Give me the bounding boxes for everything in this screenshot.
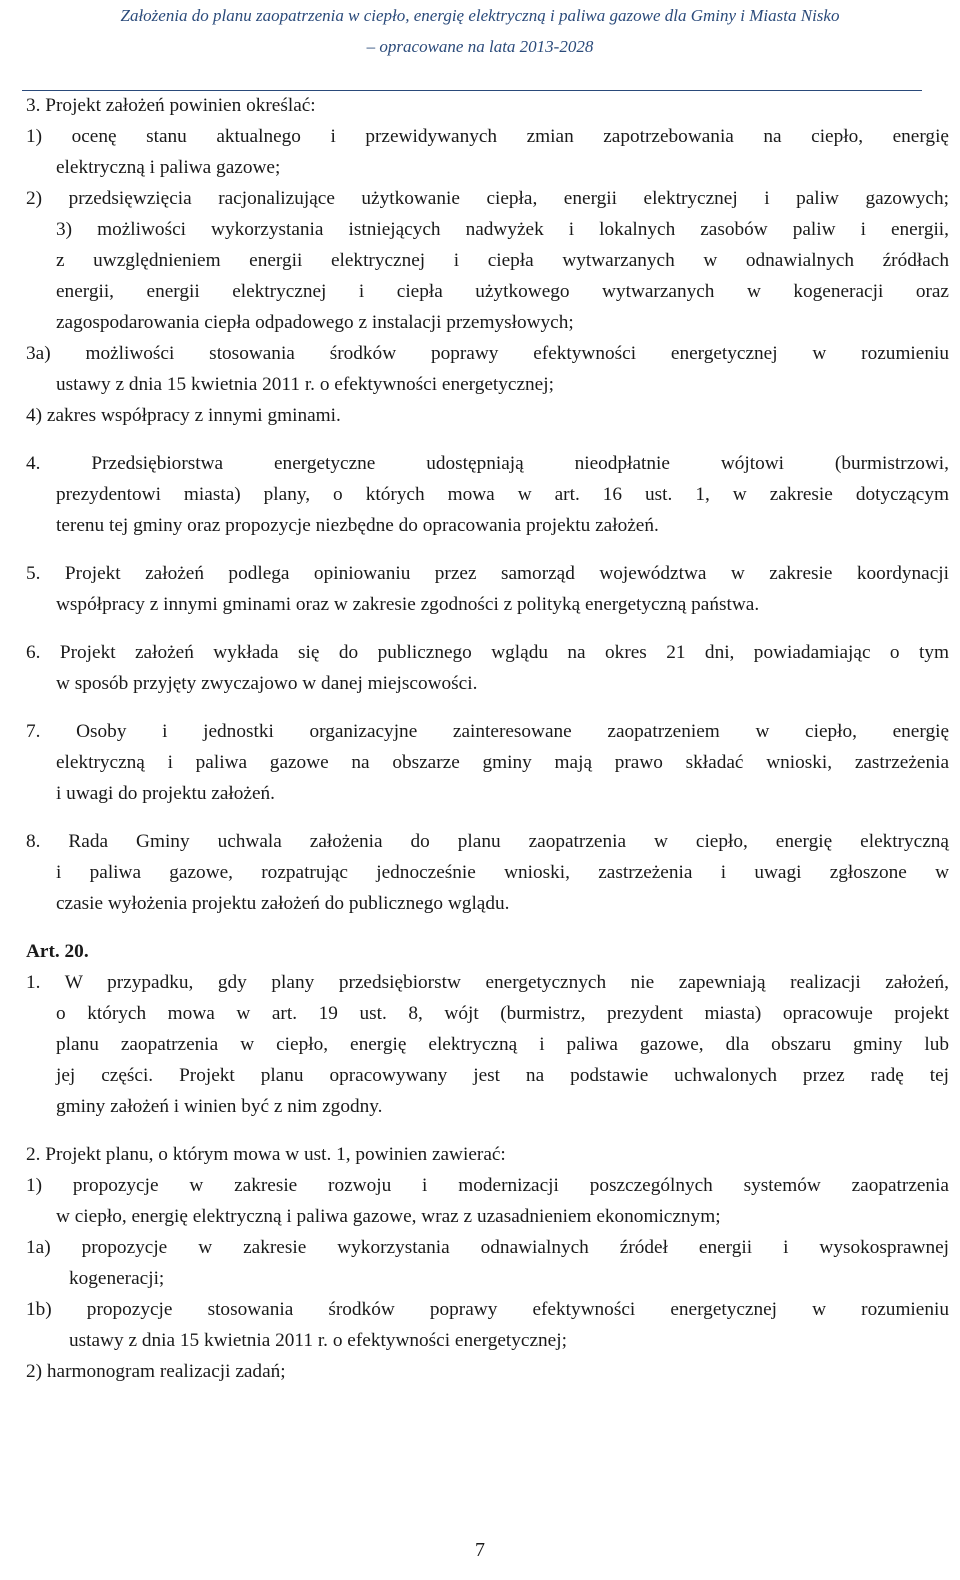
text-line: 3. Projekt założeń powinien określać: <box>26 95 316 116</box>
text-line: planu zaopatrzenia w ciepło, energię elektryczną i paliwa gazowe, dla obszaru gminy lub <box>56 1034 949 1055</box>
text-line: 1) ocenę stanu aktualnego i przewidywanych zmian zapotrzebowania na ciepło, energię <box>26 126 949 147</box>
text-line: 3a) możliwości stosowania środków poprawy efektywności energetycznej w rozumieniu <box>26 343 949 364</box>
text-line: i paliwa gazowe, rozpatrując jednocześnie wnioski, zastrzeżenia i uwagi zgłoszone w <box>56 862 949 883</box>
text-line: czasie wyłożenia projektu założeń do publicznego wglądu. <box>56 893 510 914</box>
page-number: 7 <box>475 1539 485 1561</box>
text-line: ustawy z dnia 15 kwietnia 2011 r. o efektywności energetycznej; <box>69 1330 567 1351</box>
text-line: 1b) propozycje stosowania środków poprawy efektywności energetycznej w rozumieniu <box>26 1299 949 1320</box>
text-line: w ciepło, energię elektryczną i paliwa gazowe, wraz z uzasadnieniem ekonomicznym; <box>56 1206 721 1227</box>
text-line: 2) harmonogram realizacji zadań; <box>26 1361 286 1382</box>
text-line: 5. Projekt założeń podlega opiniowaniu przez samorząd województwa w zakresie koordynacji <box>26 563 949 584</box>
text-line: jej części. Projekt planu opracowywany jest na podstawie uchwalonych przez radę tej <box>56 1065 949 1086</box>
text-line: 4. Przedsiębiorstwa energetyczne udostępniają nieodpłatnie wójtowi (burmistrzowi, <box>26 453 949 474</box>
article-heading: Art. 20. <box>26 941 89 962</box>
text-line: 1a) propozycje w zakresie wykorzystania odnawialnych źródeł energii i wysokosprawnej <box>26 1237 949 1258</box>
header-subtitle: – opracowane na lata 2013-2028 <box>366 37 594 56</box>
text-line: 6. Projekt założeń wykłada się do publicznego wglądu na okres 21 dni, powiadamiając o tym <box>26 642 949 663</box>
text-line: w sposób przyjęty zwyczajowo w danej miejscowości. <box>56 673 478 694</box>
text-line: 2) przedsięwzięcia racjonalizujące użytkowanie ciepła, energii elektrycznej i paliw gazowych; <box>26 188 949 209</box>
text-line: 1. W przypadku, gdy plany przedsiębiorstw energetycznych nie zapewniają realizacji założeń, <box>26 972 949 993</box>
text-line: prezydentowi miasta) plany, o których mowa w art. 16 ust. 1, w zakresie dotyczącym <box>56 484 949 505</box>
text-line: energii, energii elektrycznej i ciepła użytkowego wytwarzanych w kogeneracji oraz <box>56 281 949 302</box>
text-line: współpracy z innymi gminami oraz w zakresie zgodności z polityką energetyczną państwa. <box>56 594 760 615</box>
header-title: Założenia do planu zaopatrzenia w ciepło, energię elektryczną i paliwa gazowe dla Gminy i Miasta Nisko <box>120 6 840 25</box>
text-line: i uwagi do projektu założeń. <box>56 783 275 804</box>
text-line: elektryczną i paliwa gazowe; <box>56 157 281 178</box>
text-line: 7. Osoby i jednostki organizacyjne zainteresowane zaopatrzeniem w ciepło, energię <box>26 721 949 742</box>
text-line: z uwzględnieniem energii elektrycznej i ciepła wytwarzanych w odnawialnych źródłach <box>56 250 949 271</box>
text-line: kogeneracji; <box>69 1268 165 1289</box>
text-line: 4) zakres współpracy z innymi gminami. <box>26 405 341 426</box>
text-line: zagospodarowania ciepła odpadowego z instalacji przemysłowych; <box>56 312 574 333</box>
text-line: 1) propozycje w zakresie rozwoju i modernizacji poszczególnych systemów zaopatrzenia <box>26 1175 949 1196</box>
text-line: terenu tej gminy oraz propozycje niezbędne do opracowania projektu założeń. <box>56 515 659 536</box>
text-line: 8. Rada Gminy uchwala założenia do planu zaopatrzenia w ciepło, energię elektryczną <box>26 831 949 852</box>
text-line: o których mowa w art. 19 ust. 8, wójt (burmistrz, prezydent miasta) opracowuje projekt <box>56 1003 949 1024</box>
text-line: elektryczną i paliwa gazowe na obszarze gminy mają prawo składać wnioski, zastrzeżenia <box>56 752 949 773</box>
text-line: ustawy z dnia 15 kwietnia 2011 r. o efektywności energetycznej; <box>56 374 554 395</box>
text-line: 3) możliwości wykorzystania istniejących nadwyżek i lokalnych zasobów paliw i energii, <box>56 219 949 240</box>
document-body <box>26 90 949 1387</box>
text-line: 2. Projekt planu, o którym mowa w ust. 1, powinien zawierać: <box>26 1144 506 1165</box>
text-line: gminy założeń i winien być z nim zgodny. <box>56 1096 383 1117</box>
